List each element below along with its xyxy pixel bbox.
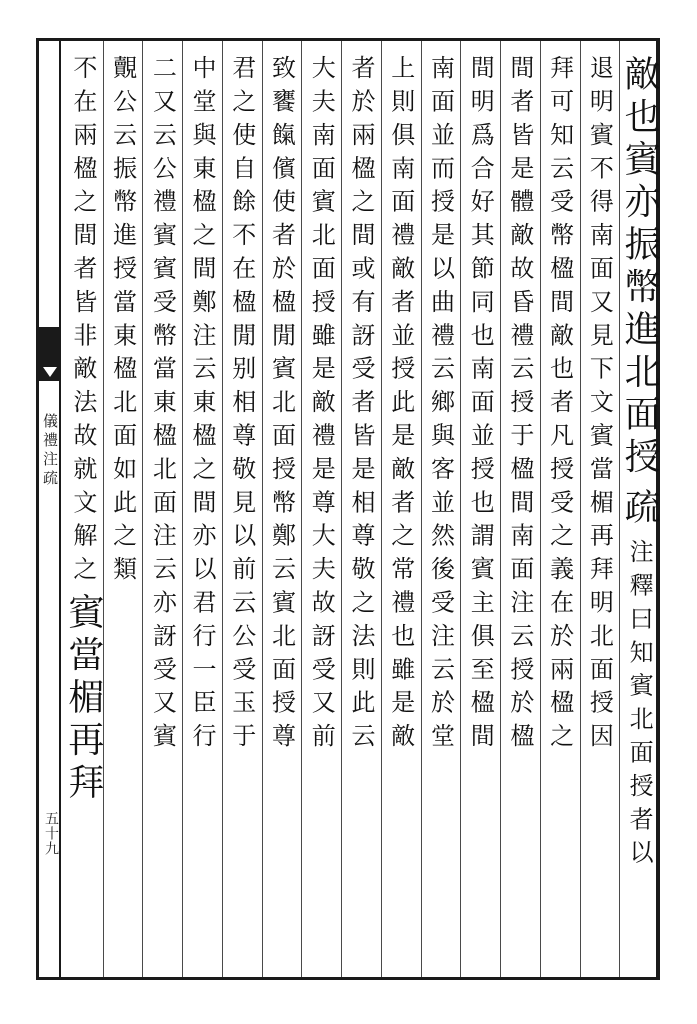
column-rule: [301, 41, 302, 977]
main-text-segment: 敵也賓亦振幣進北面授: [619, 55, 661, 480]
text-column: [103, 55, 143, 975]
column-rule: [262, 41, 263, 977]
text-column: [580, 55, 620, 975]
text-column: [301, 55, 341, 975]
commentary-text-segment: 退明賓不得南面又見下文賓當楣再拜明北面授因: [585, 55, 614, 757]
commentary-text-segment: 間明爲合好其節同也南面並授也謂賓主俱至楹間: [466, 55, 495, 757]
column-rule: [142, 41, 143, 977]
commentary-text-segment: 拜可知云受幣楹間敵也者凡授受之義在於兩楹之: [545, 55, 574, 757]
commentary-text-segment: 南面並而授是以曲禮云鄉與客並然後受注云於堂: [426, 55, 455, 757]
text-column: [619, 55, 659, 975]
column-rule: [381, 41, 382, 977]
column-rule: [182, 41, 183, 977]
text-column: [421, 55, 461, 975]
text-column: [63, 55, 103, 975]
main-text-segment: 賓當楣再拜: [62, 593, 104, 806]
page-frame: [36, 38, 660, 980]
commentary-text-segment: 大夫南面賓北面授雖是敵禮是尊大夫故訝受又前: [307, 55, 336, 757]
column-rule: [421, 41, 422, 977]
text-column: [381, 55, 421, 975]
column-rule: [500, 41, 501, 977]
text-column: [142, 55, 182, 975]
column-rule: [580, 41, 581, 977]
margin-book-title: 儀禮注疏: [41, 413, 59, 489]
text-column: [460, 55, 500, 975]
text-column: [182, 55, 222, 975]
column-rule: [540, 41, 541, 977]
commentary-text-segment: 間者皆是體敵故昏禮云授于楹間南面注云授於楹: [505, 55, 534, 757]
commentary-text-segment: 覿公云振幣進授當東楹北面如此之類: [108, 55, 137, 590]
column-rule: [341, 41, 342, 977]
column-rule: [460, 41, 461, 977]
text-column: [262, 55, 302, 975]
commentary-text-segment: 不在兩楹之間者皆非敵法故就文解之: [68, 55, 97, 590]
commentary-text-segment: 致饔餼儐使者於楹閒賓北面授幣鄭云賓北面授尊: [267, 55, 296, 757]
margin-page-number: 五十九: [43, 811, 59, 856]
column-rule: [222, 41, 223, 977]
text-column: [500, 55, 540, 975]
column-rule: [103, 41, 104, 977]
text-column: [540, 55, 580, 975]
main-text-segment: 疏: [619, 488, 661, 531]
text-column: [341, 55, 381, 975]
commentary-text-segment: 注釋曰知賓北面授者以: [625, 538, 654, 873]
commentary-text-segment: 中堂與東楹之間鄭注云東楹之間亦以君行一臣行: [188, 55, 217, 757]
text-column: [222, 55, 262, 975]
commentary-text-segment: 者於兩楹之間或有訝受者皆是相尊敬之法則此云: [346, 55, 375, 757]
commentary-text-segment: 二又云公禮賓賓受幣當東楹北面注云亦訝受又賓: [148, 55, 177, 757]
commentary-text-segment: 上則俱南面禮敵者並授此是敵者之常禮也雖是敵: [386, 55, 415, 757]
column-rule: [619, 41, 620, 977]
text-columns-area: [39, 41, 661, 977]
commentary-text-segment: 君之使自餘不在楹閒别相尊敬見以前云公受玉于: [227, 55, 256, 757]
